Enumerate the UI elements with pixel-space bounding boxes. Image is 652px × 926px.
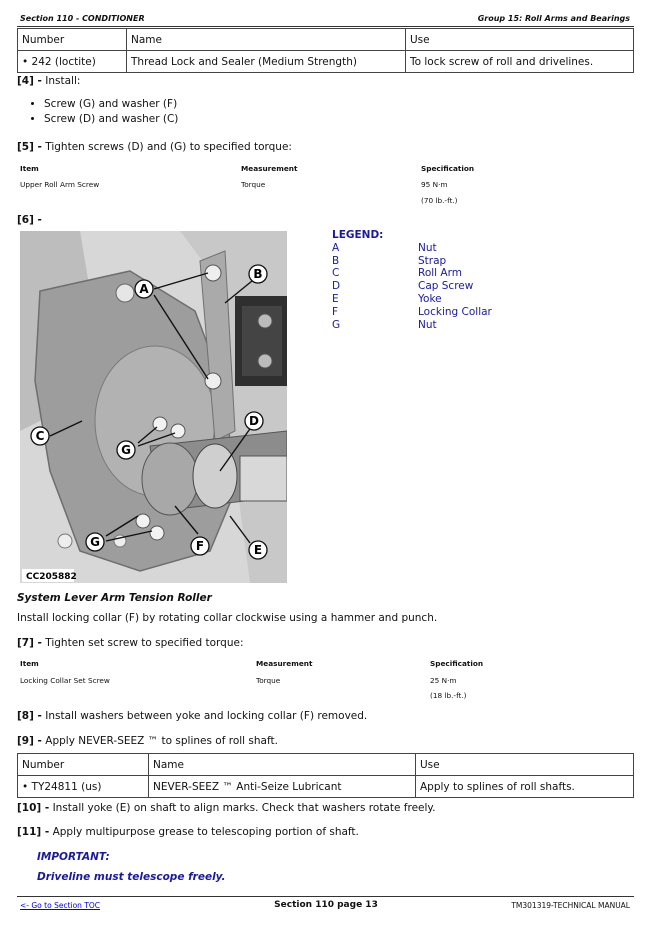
list-item: • Screw (G) and washer (F): [44, 97, 178, 112]
step-number: [5] -: [17, 141, 42, 153]
footer-page: Section 110 page 13: [274, 900, 378, 910]
step-number: [11] -: [17, 826, 50, 838]
list-item: • Screw (D) and washer (C): [44, 112, 178, 127]
table-cell-use: To lock screw of roll and drivelines.: [406, 51, 634, 73]
step-text: Apply multipurpose grease to telescoping portion of shaft.: [49, 826, 359, 838]
step-number: [9] -: [17, 735, 42, 747]
legend-label: Yoke: [418, 292, 442, 305]
legend-letter: F: [332, 305, 339, 318]
step-text: Install yoke (E) on shaft to align marks. Check that washers rotate freely.: [49, 802, 436, 814]
legend-label: Cap Screw: [418, 280, 474, 293]
svg-text:G: G: [121, 443, 131, 457]
spec-value-alt: (18 lb.-ft.): [430, 691, 467, 700]
legend-row: [332, 255, 492, 268]
callout-b: [249, 265, 267, 283]
step-6: [17, 214, 42, 226]
step-7: [17, 637, 244, 649]
step-8: [17, 710, 367, 722]
svg-text:D: D: [249, 414, 259, 428]
spec-header-measurement: Measurement: [241, 164, 298, 173]
spec-header-item: Item: [20, 659, 39, 668]
spec-header-specification: Specification: [430, 659, 484, 668]
table-cell-number: • TY24811 (us): [18, 776, 149, 798]
spec-measurement: Torque: [241, 180, 266, 189]
callout-g-lower: [86, 533, 104, 551]
spec-measurement: Torque: [256, 676, 281, 685]
legend-label: Nut: [418, 241, 437, 254]
legend-letter: A: [332, 241, 340, 254]
step-text: Install:: [41, 75, 81, 87]
legend-label: Roll Arm: [418, 267, 462, 280]
step-text: Apply NEVER-SEEZ ™ to splines of roll shaft.: [41, 735, 278, 747]
callout-f: [191, 537, 209, 555]
materials-table-1: [17, 28, 634, 73]
subheading: System Lever Arm Tension Roller: [17, 592, 212, 604]
footer-rule: [17, 896, 634, 897]
callout-d: [245, 412, 263, 430]
legend-letter: C: [332, 267, 340, 280]
step-9: [17, 735, 278, 747]
important-title: IMPORTANT:: [37, 851, 110, 863]
table-cell-use: Apply to splines of roll shafts.: [416, 776, 634, 798]
legend: [332, 229, 492, 331]
table-row: [18, 776, 634, 798]
spec-header-specification: Specification: [421, 164, 475, 173]
svg-text:B: B: [253, 267, 263, 281]
legend-letter: B: [332, 254, 340, 267]
spec-value: 25 N·m: [430, 676, 457, 685]
legend-letter: E: [332, 292, 339, 305]
important-text: Driveline must telescope freely.: [37, 871, 226, 883]
table-header-name: Name: [127, 29, 406, 51]
svg-text:A: A: [139, 282, 149, 296]
legend-letter: D: [332, 280, 341, 293]
legend-row: [332, 242, 492, 255]
group-header: Group 15: Roll Arms and Bearings: [477, 14, 630, 23]
callout-e: [249, 541, 267, 559]
step-number: [10] -: [17, 802, 50, 814]
table-header-number: Number: [18, 754, 149, 776]
step-10: [17, 802, 435, 814]
roll-arm-illustration: [20, 231, 287, 583]
svg-text:C: C: [35, 429, 45, 443]
step-5: [17, 141, 292, 153]
step-number: [6] -: [17, 214, 42, 226]
legend-label: Nut: [418, 318, 437, 331]
table-cell-name: Thread Lock and Sealer (Medium Strength): [127, 51, 406, 73]
legend-label: Locking Collar: [418, 305, 492, 318]
step-number: [8] -: [17, 710, 42, 722]
legend-label: Strap: [418, 254, 447, 267]
spec-value: 95 N·m: [421, 180, 448, 189]
spec-value-alt: (70 lb.-ft.): [421, 196, 458, 205]
legend-row: [332, 293, 492, 306]
spec-item: Upper Roll Arm Screw: [20, 180, 100, 189]
step-text: Tighten set screw to specified torque:: [41, 637, 244, 649]
instruction: Install locking collar (F) by rotating collar clockwise using a hammer and punch.: [17, 612, 438, 624]
go-to-section-toc-link[interactable]: <- Go to Section TOC: [20, 901, 101, 910]
table-row: [18, 51, 634, 73]
step-text: Tighten screws (D) and (G) to specified torque:: [41, 141, 292, 153]
svg-text:F: F: [195, 539, 205, 553]
spec-header-item: Item: [20, 164, 39, 173]
figure-code: CC205882: [26, 572, 77, 582]
legend-title: LEGEND:: [332, 229, 384, 241]
svg-text:G: G: [90, 535, 100, 549]
table-header-row: [18, 754, 634, 776]
footer-manual: TM301319-TECHNICAL MANUAL: [511, 901, 630, 910]
legend-row: [332, 306, 492, 319]
step-11: [17, 826, 359, 838]
step-4-list: [17, 97, 178, 127]
step-text: Install washers between yoke and locking collar (F) removed.: [41, 710, 368, 722]
table-header-name: Name: [149, 754, 416, 776]
callout-g-upper: [117, 441, 135, 459]
table-cell-number: • 242 (loctite): [18, 51, 127, 73]
spec-header-measurement: Measurement: [256, 659, 313, 668]
legend-row: [332, 280, 492, 293]
table-cell-name: NEVER-SEEZ ™ Anti-Seize Lubricant: [149, 776, 416, 798]
legend-row: [332, 319, 492, 332]
spec-item: Locking Collar Set Screw: [20, 676, 110, 685]
section-header: Section 110 - CONDITIONER: [20, 14, 145, 23]
table-header-use: Use: [406, 29, 634, 51]
callout-c: [31, 427, 49, 445]
step-4: [17, 75, 80, 87]
step-number: [4] -: [17, 75, 42, 87]
legend-letter: G: [332, 318, 341, 331]
table-header-number: Number: [18, 29, 127, 51]
table-header-row: [18, 29, 634, 51]
materials-table-2: [17, 753, 634, 798]
svg-text:E: E: [253, 543, 263, 557]
table-header-use: Use: [416, 754, 634, 776]
legend-row: [332, 267, 492, 280]
step-number: [7] -: [17, 637, 42, 649]
header-rule: [17, 26, 634, 27]
callout-a: [135, 280, 153, 298]
